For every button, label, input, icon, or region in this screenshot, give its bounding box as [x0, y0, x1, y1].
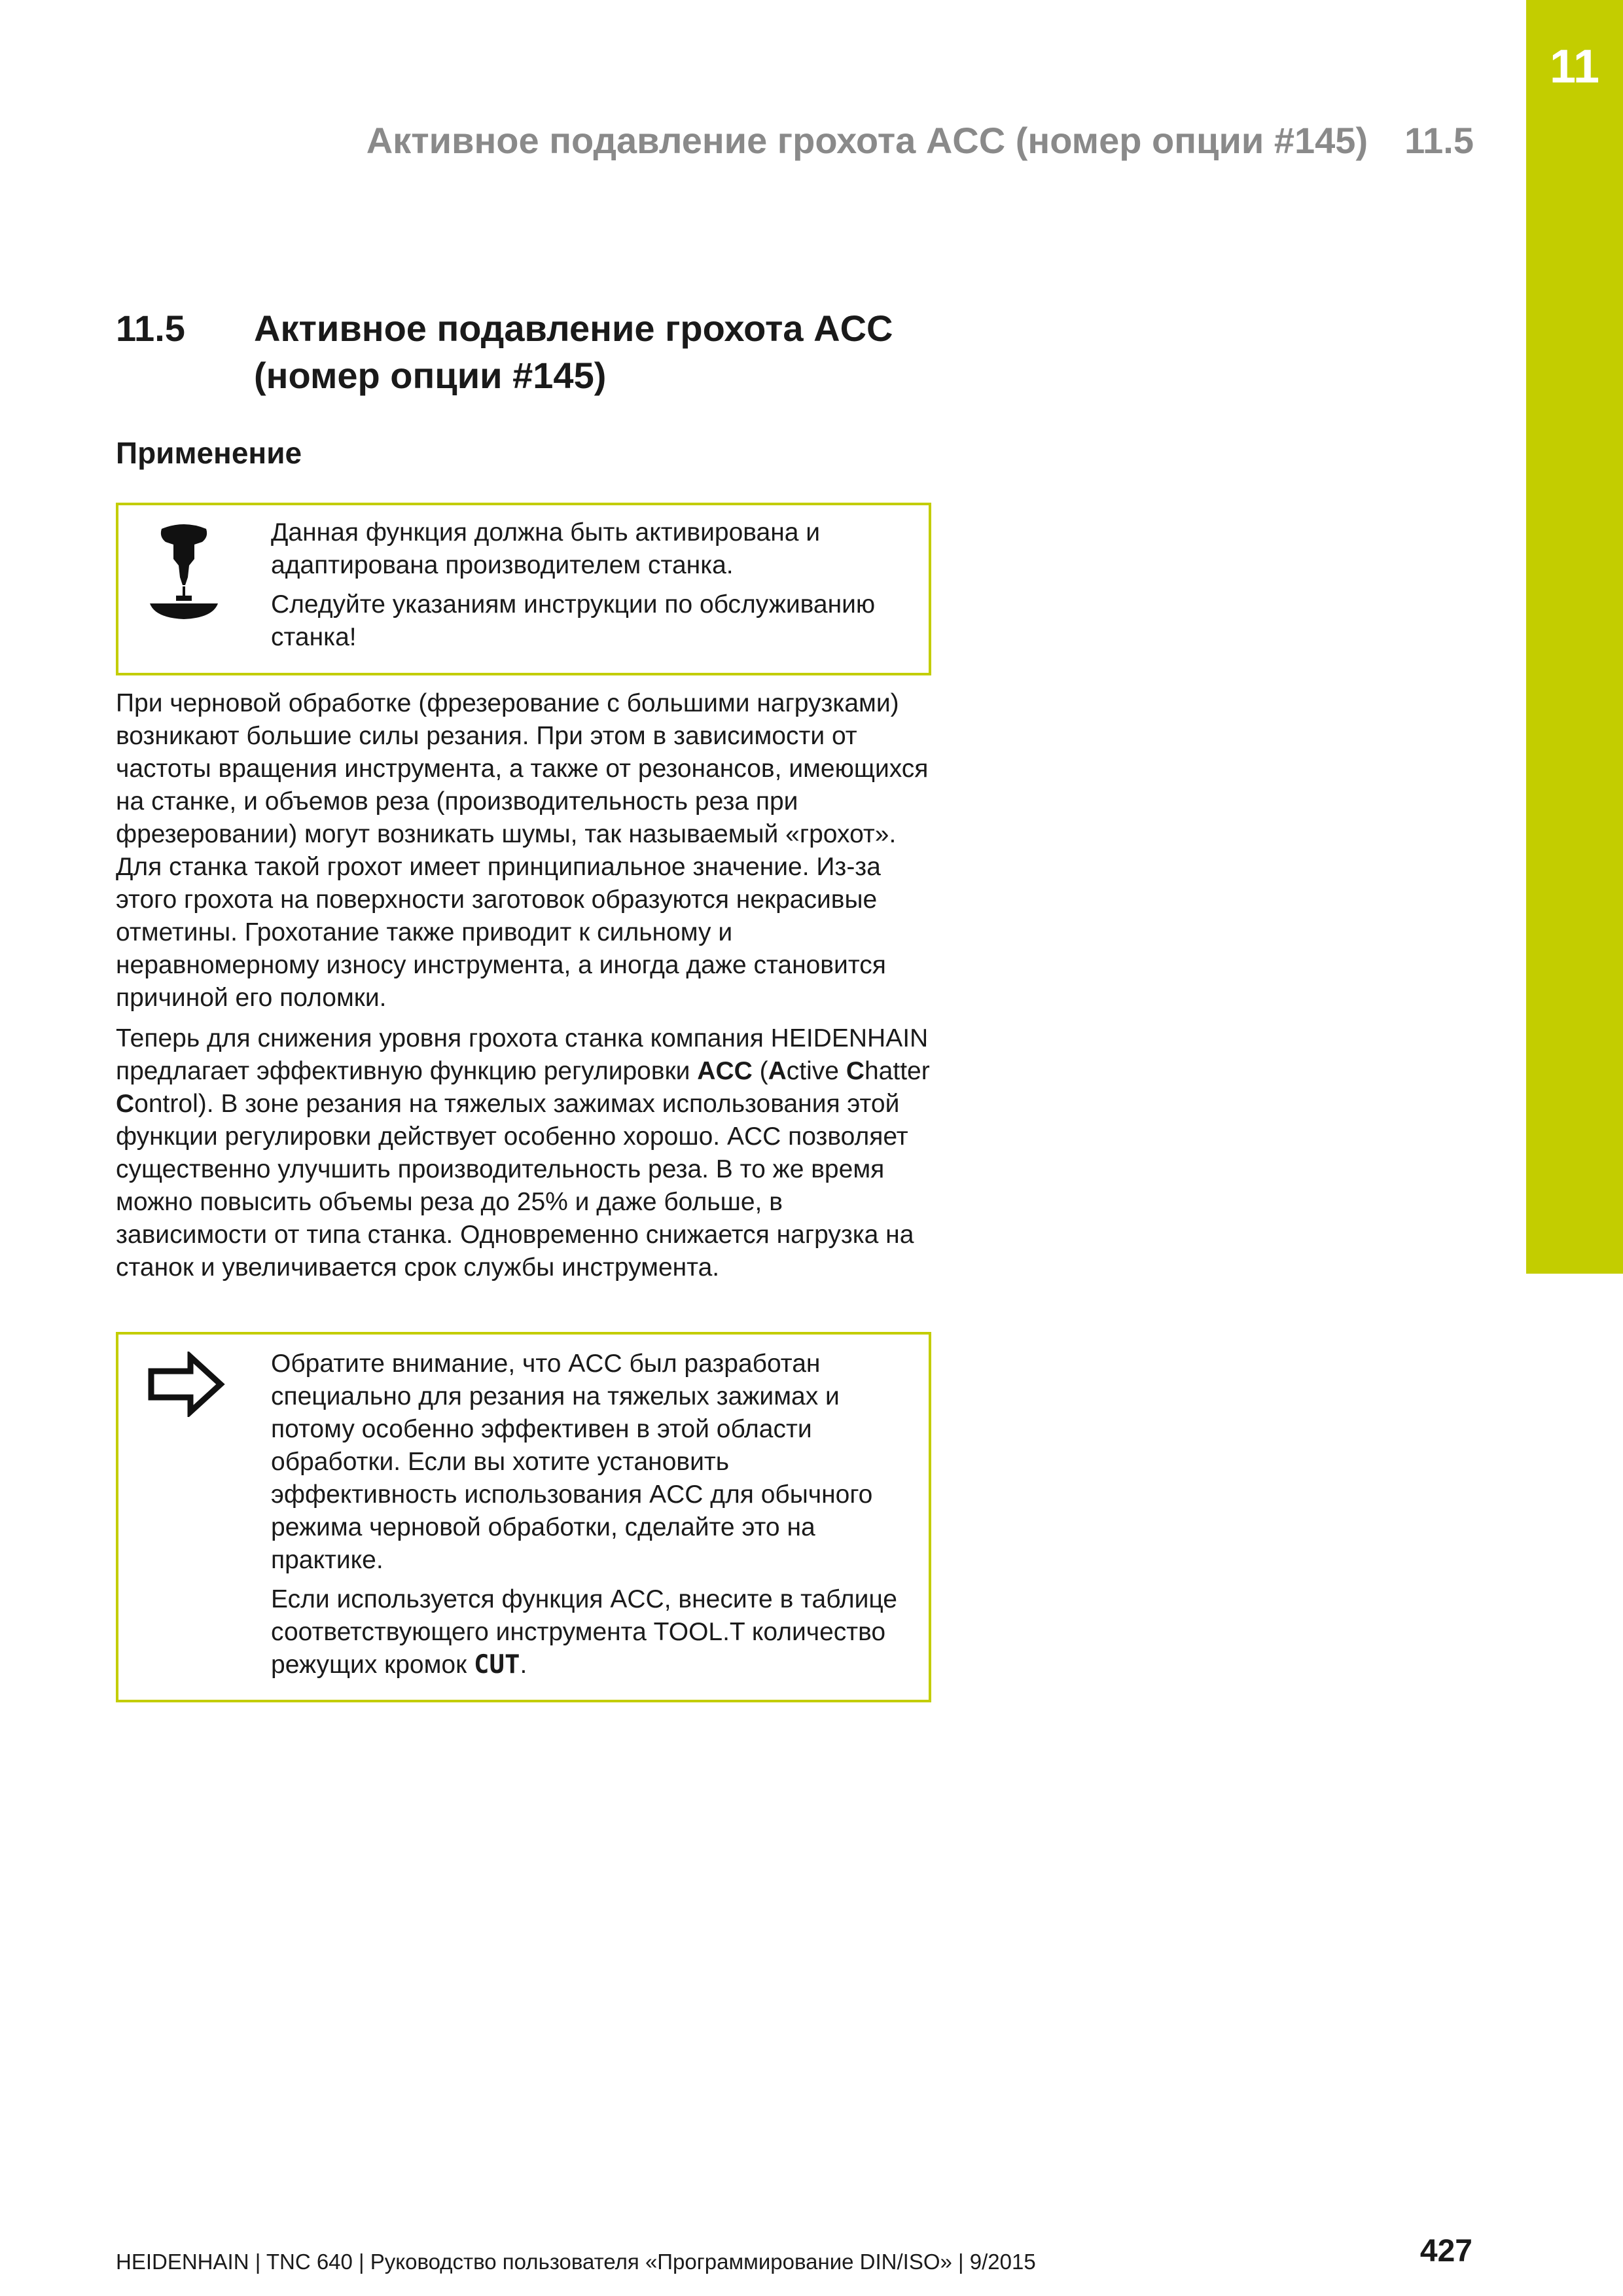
paren-open: (	[752, 1057, 768, 1085]
arrow-right-icon	[147, 1352, 226, 1420]
section-title: Активное подавление грохота ACC (номер опции #145)	[254, 308, 893, 396]
tip-note-line-2-end: .	[520, 1651, 527, 1679]
chapter-tab	[1526, 0, 1623, 1274]
tip-note-text	[271, 1348, 916, 1688]
tip-note-box	[116, 1332, 931, 1702]
paragraph-2-rest: ). В зоне резания на тяжелых зажимах использования этой функции регулировки действует особенно хорошо. ACC позволяет существенно улучшить производительность реза. В то же время можно повысить объемы реза до 25% и даже больше, в зависимости от типа станка. Одновременно снижается нагрузка на станок и увеличивается срок службы инструмента.	[116, 1090, 914, 1282]
machine-note-box	[116, 503, 931, 675]
acronym-a: A	[768, 1057, 787, 1085]
chapter-number: 11	[1549, 41, 1600, 93]
acronym-c1: C	[846, 1057, 865, 1085]
running-header-title: Активное подавление грохота ACC (номер опции #145)	[366, 120, 1368, 161]
paragraph-2	[116, 1022, 934, 1284]
acronym-c2: C	[116, 1090, 135, 1118]
machine-note-text	[271, 516, 916, 660]
acronym-a-rest: ctive	[786, 1057, 846, 1085]
section-number: 11.5	[116, 308, 185, 349]
cut-code: CUT	[474, 1650, 520, 1679]
running-header	[262, 118, 1474, 164]
paragraph-1-text: При черновой обработке (фрезерование с большими нагрузками) возникают большие силы резания. При этом в зависимости от частоты вращения инструмента, а также от резонансов, имеющихся на станке, и объемов реза (производительность реза при фрезеровании) могут возникать шумы, так называемый «грохот». Для станка такой грохот имеет принципиальное значение. Из-за этого грохота на поверхности заготовок образуются некрасивые отметины. Грохотание также приводит к сильному и неравномерному износу инструмента, а иногда даже становится причиной его поломки.	[116, 689, 929, 1012]
tip-note-line-2-text: Если используется функция ACC, внесите в таблице соответствующего инструмента TOOL.T количество режущих кромок	[271, 1585, 897, 1679]
subheading: Применение	[116, 436, 302, 470]
paragraph-1	[116, 687, 934, 1014]
machine-note-line-2: Следуйте указаниям инструкции по обслуживанию станка!	[271, 590, 876, 651]
tip-note-line-2	[271, 1583, 916, 1681]
acronym-c2-rest: ontrol	[134, 1090, 198, 1118]
tip-note-line-1: Обратите внимание, что ACC был разработан специально для резания на тяжелых зажимах и потому особенно эффективен в этой области обработки. Если вы хотите установить эффективность использования ACC для обычного режима черновой обработки, сделайте это на практике.	[271, 1350, 873, 1574]
acc-term: ACC	[697, 1057, 753, 1085]
machine-tool-icon	[147, 522, 221, 630]
footer-text: HEIDENHAIN | TNC 640 | Руководство пользователя «Программирование DIN/ISO» | 9/2015	[116, 2250, 1036, 2274]
paragraph-2-intro: Теперь для снижения уровня грохота станка компания HEIDENHAIN предлагает эффективную функцию регулировки	[116, 1024, 929, 1085]
running-header-section: 11.5	[1404, 120, 1474, 161]
acronym-c1-rest: hatter	[864, 1057, 930, 1085]
machine-note-line-1: Данная функция должна быть активирована и адаптирована производителем станка.	[271, 518, 821, 579]
page-number: 427	[1419, 2234, 1472, 2269]
